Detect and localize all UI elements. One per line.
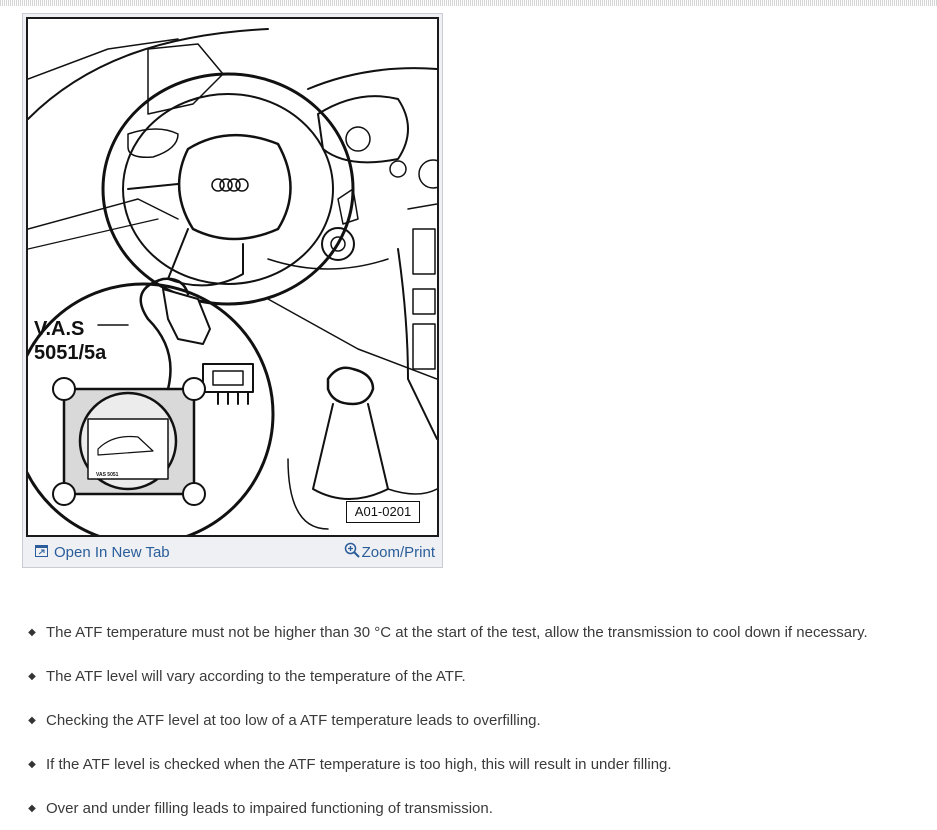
list-item-text: The ATF level will vary according to the temperature of the ATF. <box>46 667 466 685</box>
list-item-text: The ATF temperature must not be higher than 30 °C at the start of the test, allow the transmission to cool down if necessary. <box>46 623 868 641</box>
figure-toolbar <box>23 540 442 566</box>
list-item <box>26 742 931 786</box>
figure-container <box>22 13 443 568</box>
open-in-new-tab-label: Open In New Tab <box>54 544 170 561</box>
list-item <box>26 610 931 654</box>
open-in-new-tab-link[interactable] <box>35 544 170 561</box>
list-item <box>26 698 931 742</box>
vas-label-line2: 5051/5a <box>34 342 107 364</box>
figure-id-badge: A01-0201 <box>346 501 420 523</box>
magnifier-icon <box>344 542 360 562</box>
diamond-bullet-icon: ◆ <box>28 758 36 770</box>
diamond-bullet-icon: ◆ <box>28 714 36 726</box>
vas-tool-label <box>34 317 106 365</box>
vas-label-line1: V.A.S <box>34 318 85 340</box>
list-item-text: If the ATF level is checked when the ATF temperature is too high, this will result in under filling. <box>46 755 672 773</box>
device-screen-label: VAS 5051 <box>96 472 119 478</box>
list-item <box>26 786 931 830</box>
instruction-list <box>26 610 931 830</box>
list-item <box>26 654 931 698</box>
zoom-print-label: Zoom/Print <box>361 543 435 561</box>
diamond-bullet-icon: ◆ <box>28 670 36 682</box>
list-item-text: Over and under filling leads to impaired functioning of transmission. <box>46 799 493 817</box>
car-interior-drawing <box>28 19 437 535</box>
zoom-print-link[interactable] <box>344 542 435 562</box>
diamond-bullet-icon: ◆ <box>28 802 36 814</box>
diamond-bullet-icon: ◆ <box>28 626 36 638</box>
external-window-icon <box>35 544 48 561</box>
list-item-text: Checking the ATF level at too low of a ATF temperature leads to overfilling. <box>46 711 541 729</box>
diagnostic-illustration <box>26 17 439 537</box>
top-dotted-border <box>0 0 937 6</box>
